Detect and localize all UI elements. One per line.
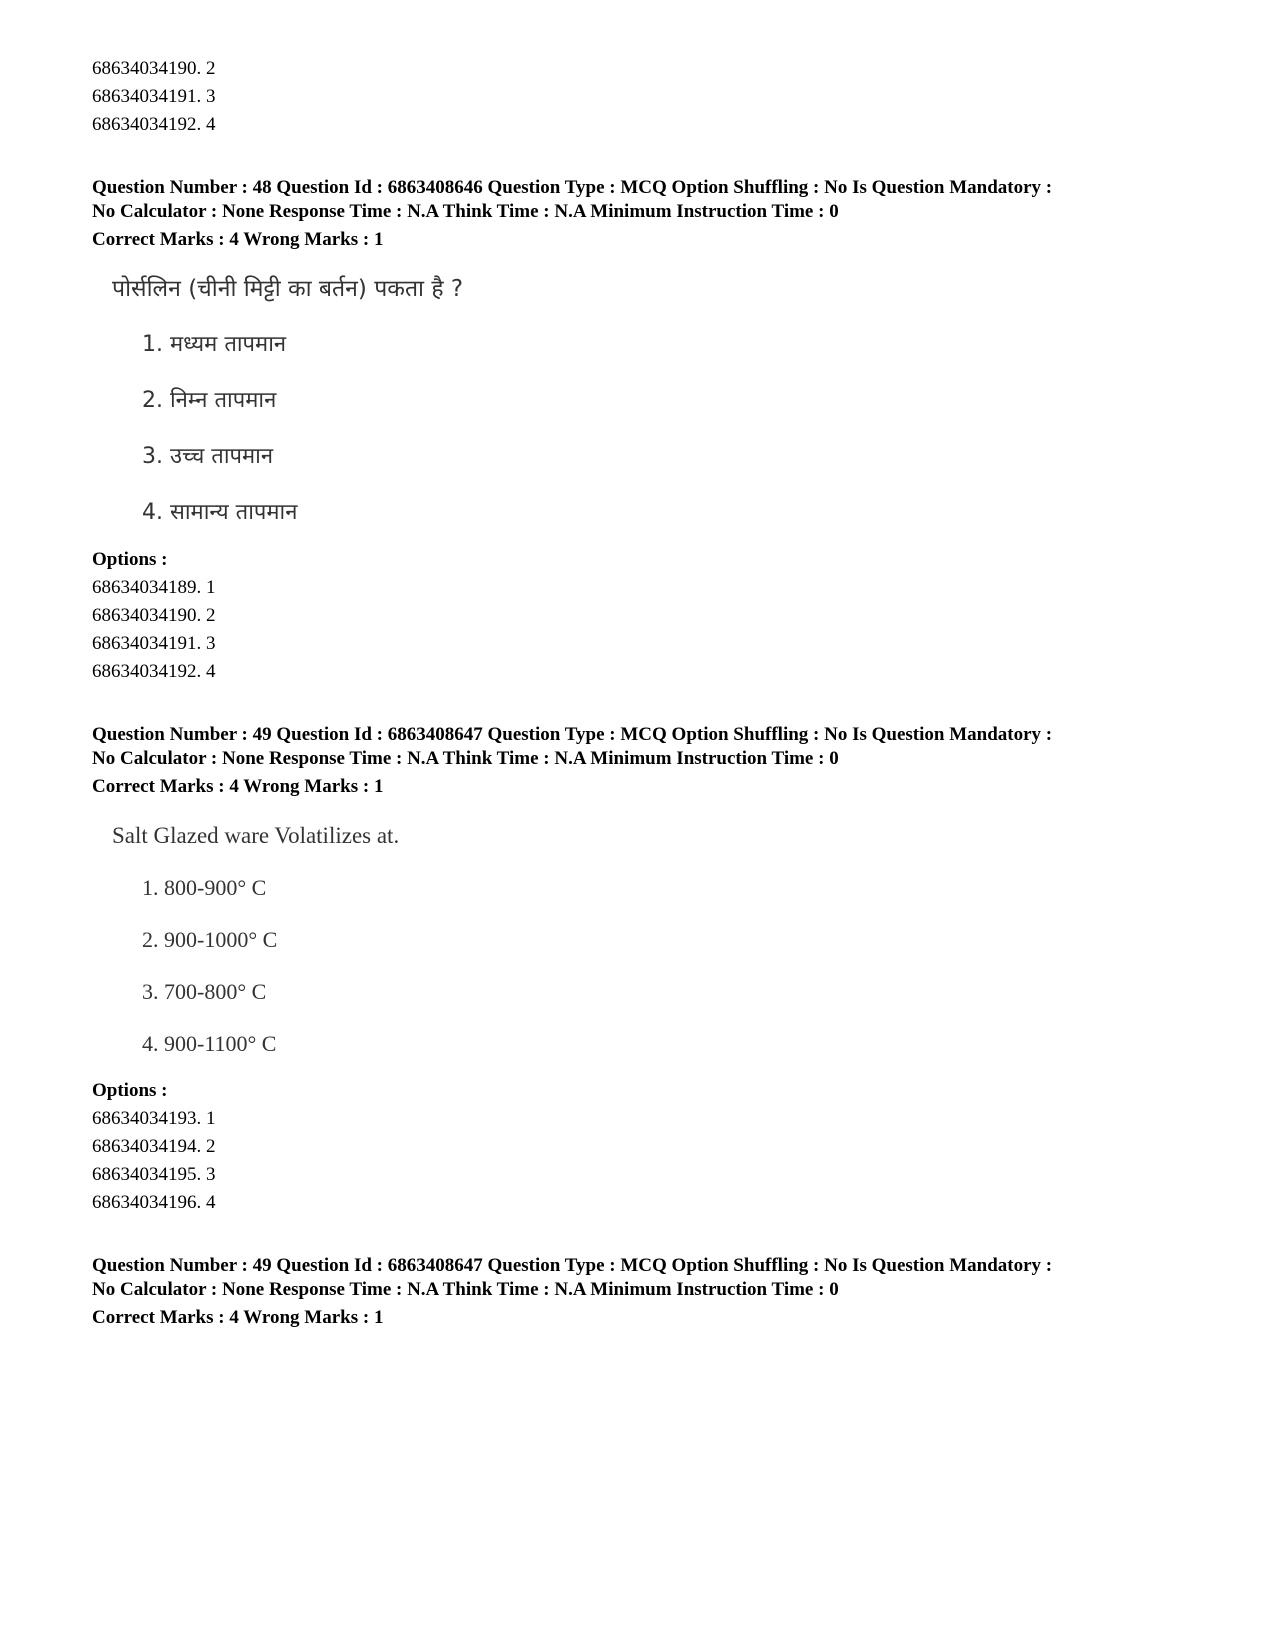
option-id: 68634034190. 2 [92,605,216,626]
option-id: 68634034193. 1 [92,1108,216,1129]
question-marks: Correct Marks : 4 Wrong Marks : 1 [92,776,384,797]
question-image [112,821,1202,1059]
option-id: 68634034189. 1 [92,577,216,598]
question-choice: 2. निम्न तापमान [142,388,277,413]
question-choice: 1. मध्यम तापमान [142,332,287,357]
options-list [92,1105,1202,1217]
option-id: 68634034192. 4 [92,114,216,135]
options-list [92,574,1202,686]
question-block-48 [92,176,1202,686]
question-header: Question Number : 49 Question Id : 6863408647 Question Type : MCQ Option Shuffling : No Is Question Mandatory : [92,1255,1053,1276]
options-label: Options : [92,549,168,570]
question-choice: 4. 900-1100° C [142,1031,277,1056]
question-choice: 2. 900-1000° C [142,927,278,952]
question-header: Question Number : 48 Question Id : 6863408646 Question Type : MCQ Option Shuffling : No Is Question Mandatory : [92,177,1053,198]
question-marks: Correct Marks : 4 Wrong Marks : 1 [92,229,384,250]
option-id: 68634034194. 2 [92,1136,216,1157]
question-header: No Calculator : None Response Time : N.A Think Time : N.A Minimum Instruction Time : 0 [92,748,839,769]
option-id: 68634034191. 3 [92,633,216,654]
question-header: No Calculator : None Response Time : N.A Think Time : N.A Minimum Instruction Time : 0 [92,1279,839,1300]
question-choice: 3. उच्च तापमान [142,444,274,469]
question-choice: 3. 700-800° C [142,979,267,1004]
question-header: No Calculator : None Response Time : N.A Think Time : N.A Minimum Instruction Time : 0 [92,201,839,222]
question-image [112,274,1202,528]
options-label: Options : [92,1080,168,1101]
document-page [92,55,1202,1330]
option-id: 68634034196. 4 [92,1192,216,1213]
option-id: 68634034195. 3 [92,1164,216,1185]
option-id: 68634034192. 4 [92,661,216,682]
question-marks: Correct Marks : 4 Wrong Marks : 1 [92,1307,384,1328]
question-text: Salt Glazed ware Volatilizes at. [112,823,400,848]
question-choice: 4. सामान्य तापमान [142,500,298,525]
question-block-49-repeat [92,1254,1202,1330]
question-header: Question Number : 49 Question Id : 6863408647 Question Type : MCQ Option Shuffling : No Is Question Mandatory : [92,724,1053,745]
question-block-49 [92,723,1202,1217]
question-choice: 1. 800-900° C [142,875,267,900]
previous-options-list [92,55,1202,139]
option-id: 68634034191. 3 [92,86,216,107]
question-text: पोर्सलिन (चीनी मिट्टी का बर्तन) पकता है ? [112,276,464,302]
option-id: 68634034190. 2 [92,58,216,79]
